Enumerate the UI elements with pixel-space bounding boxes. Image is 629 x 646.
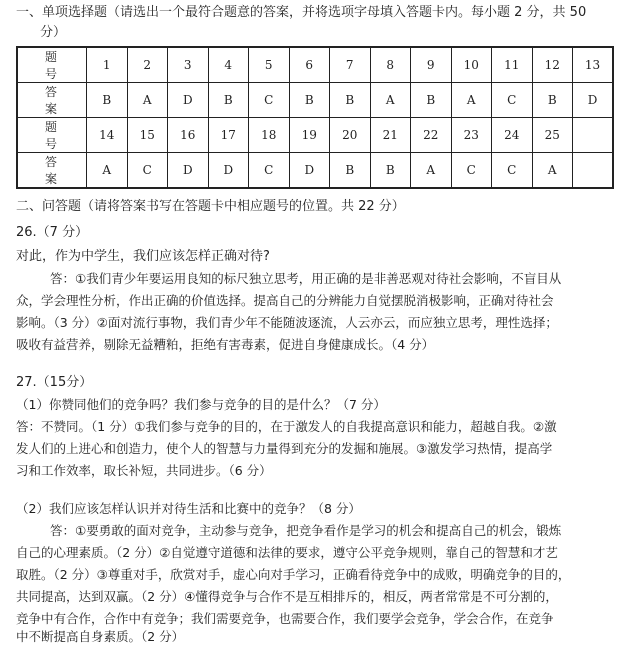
cell: B (330, 83, 371, 118)
cell: A (87, 153, 128, 189)
cell: 9 (411, 47, 452, 83)
cell: D (573, 83, 614, 118)
answer-table (16, 46, 614, 189)
cell (573, 153, 614, 189)
section2-title: 二、问答题（请将答案书写在答题卡中相应题号的位置。共 22 分） (16, 199, 405, 214)
q27-sub1-answer-line: 答：不赞同。（1 分）①我们参与竞争的目的，在于激发人的自我提高意识和能力，超越自我。②激 (16, 419, 557, 434)
cell: 8 (370, 47, 411, 83)
cell: C (249, 83, 290, 118)
q27-sub1-answer-line: 发人们的上进心和创造力，使个人的智慧与力量得到充分的发掘和施展。③激发学习热情，提高学 (16, 441, 553, 456)
cell: B (289, 83, 330, 118)
q27-sub2-answer-line: 共同提高，达到双赢。（2 分）④懂得竞争与合作不是互相排斥的，相反，两者常常是不可分割的， (16, 589, 558, 604)
cell: D (168, 153, 209, 189)
cell: C (492, 83, 533, 118)
q26-answer-line: 众，学会理性分析，作出正确的价值选择。提高自己的分辨能力自觉摆脱消极影响，正确对待社会 (16, 293, 554, 308)
cell: B (411, 83, 452, 118)
q26-answer-line: 影响。（3 分）②面对流行事物，我们青少年不能随波逐流，人云亦云，而应独立思考，理性选择； (16, 315, 558, 330)
cell: 19 (289, 118, 330, 153)
q26-heading: 26.（7 分） (16, 225, 89, 240)
cell: A (532, 153, 573, 189)
cell: 6 (289, 47, 330, 83)
cell: A (451, 83, 492, 118)
cell: 17 (208, 118, 249, 153)
q27-sub1-answer-line: 习和工作效率，取长补短，共同进步。（6 分） (16, 463, 272, 478)
cell: 25 (532, 118, 573, 153)
cell: C (492, 153, 533, 189)
q27-sub2-answer-line: 答：①要勇敢的面对竞争，主动参与竞争，把竞争看作是学习的机会和提高自己的机会，锻炼 (50, 523, 562, 538)
cell: 7 (330, 47, 371, 83)
cell: A (370, 83, 411, 118)
cell: 18 (249, 118, 290, 153)
q27-heading: 27.（15分） (16, 375, 93, 390)
cell: 20 (330, 118, 371, 153)
cell: 11 (492, 47, 533, 83)
cell: 3 (168, 47, 209, 83)
cell: C (451, 153, 492, 189)
q27-sub2-answer-line: 自己的心理素质。（2 分）②自觉遵守道德和法律的要求，遵守公平竞争规则，靠自己的智慧和才艺 (16, 545, 558, 560)
cell: B (87, 83, 128, 118)
q26-question: 对此，作为中学生，我们应该怎样正确对待? (16, 249, 270, 264)
table-row-answers-2 (17, 153, 613, 189)
cell: C (127, 153, 168, 189)
cell: 16 (168, 118, 209, 153)
cell: D (289, 153, 330, 189)
row-label-question: 题 号 (17, 118, 87, 153)
cell: B (532, 83, 573, 118)
cell: B (330, 153, 371, 189)
cell: 14 (87, 118, 128, 153)
cell: 4 (208, 47, 249, 83)
cell: 1 (87, 47, 128, 83)
q27-sub1-question: （1）你赞同他们的竞争吗？我们参与竞争的目的是什么？（7 分） (16, 397, 386, 412)
row-label-answer: 答 案 (17, 83, 87, 118)
cell: B (208, 83, 249, 118)
q27-sub2-answer-line: 取胜。（2 分）③尊重对手，欣赏对手，虚心向对手学习，正确看待竞争中的成败，明确竞争的目的， (16, 567, 571, 582)
q26-answer-line: 吸收有益营养，剔除无益糟粕，拒绝有害毒素，促进自身健康成长。（4 分） (16, 337, 435, 352)
cell: 10 (451, 47, 492, 83)
cell (573, 118, 614, 153)
q26-answer-line: 答：①我们青少年要运用良知的标尺独立思考，用正确的是非善恶观对待社会影响，不盲目从 (50, 271, 562, 286)
cell: 12 (532, 47, 573, 83)
cell: A (411, 153, 452, 189)
table-row-questions-1 (17, 47, 613, 83)
cell: 15 (127, 118, 168, 153)
cell: 21 (370, 118, 411, 153)
table-row-answers-1 (17, 83, 613, 118)
cell: D (168, 83, 209, 118)
row-label-question: 题 号 (17, 47, 87, 83)
cell: 23 (451, 118, 492, 153)
cell: 24 (492, 118, 533, 153)
cell: B (370, 153, 411, 189)
q27-sub2-question: （2）我们应该怎样认识并对待生活和比赛中的竞争？（8 分） (16, 501, 361, 516)
cell: 5 (249, 47, 290, 83)
cell: C (249, 153, 290, 189)
section1-title: 一、单项选择题（请选出一个最符合题意的答案，并将选项字母填入答题卡内。每小题 2 分，共 50 (16, 5, 587, 20)
row-label-answer: 答 案 (17, 153, 87, 189)
cell: A (127, 83, 168, 118)
section1-title-cont: 分） (40, 25, 67, 40)
cell: 2 (127, 47, 168, 83)
q27-sub2-answer-line: 竞争中有合作，合作中有竞争；我们需要竞争，也需要合作，我们要学会竞争，学会合作，在竞争 (16, 611, 554, 626)
cell: D (208, 153, 249, 189)
cell: 13 (573, 47, 614, 83)
cell: 22 (411, 118, 452, 153)
table-row-questions-2 (17, 118, 613, 153)
q27-sub2-answer-line: 中不断提高自身素质。（2 分） (16, 629, 185, 644)
